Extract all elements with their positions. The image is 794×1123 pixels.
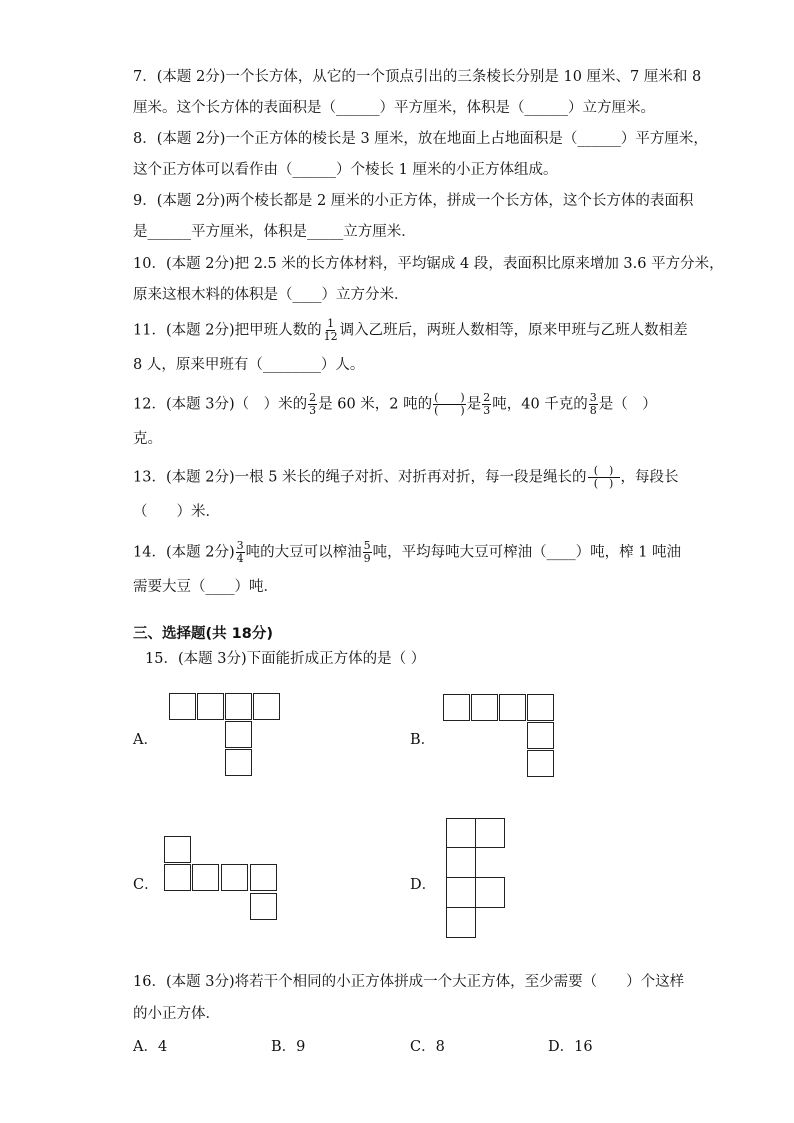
q15-option-c-label[interactable]: C． [133, 877, 159, 893]
net-square [446, 877, 476, 908]
net-square [253, 693, 280, 720]
net-square [164, 836, 191, 863]
net-square [446, 847, 476, 878]
net-square [499, 694, 526, 721]
q10-line2: 原来这根木料的体积是（____）立方分米． [133, 287, 409, 303]
q16-option-d[interactable]: D．16 [548, 1039, 593, 1055]
q12-fraction-3: $\frac{2}{3}$ [483, 391, 491, 417]
q13-line1: 13．(本题 2分)一根 5 米长的绳子对折、对折再对折，每一段是绳长的 $\frac{( )}{( )}$ ，每段长 [133, 464, 679, 490]
q15-option-a-label[interactable]: A． [133, 732, 158, 748]
net-square [164, 864, 191, 891]
net-square [225, 749, 252, 776]
q11-pre: 11．(本题 2分)把甲班人数的 [133, 322, 322, 339]
cube-net-b[interactable] [443, 694, 555, 778]
q14-line2: 需要大豆（____）吨． [133, 579, 278, 595]
q15-question: 15．(本题 3分)下面能折成正方体的是（ ） [145, 651, 426, 667]
net-square [192, 864, 219, 891]
q12-fraction-1: $\frac{2}{3}$ [309, 391, 317, 417]
net-square [250, 893, 277, 920]
q9-line2: 是______平方厘米，体积是_____立方厘米． [133, 224, 416, 240]
net-square [443, 694, 470, 721]
q14-line1: 14．(本题 2分) $\frac{3}{4}$ 吨的大豆可以榨油 $\frac{5}{9}$ 吨，平均每吨大豆可榨油（____）吨，榨 1 吨油 [133, 539, 682, 565]
q16-line2: 的小正方体． [133, 1006, 220, 1022]
net-square [446, 907, 476, 938]
q11-line1 [133, 318, 688, 343]
q11-fraction: $\frac{1}{12}$ [323, 317, 338, 343]
q9-line1: 9．(本题 2分)两个棱长都是 2 厘米的小正方体，拼成一个长方体，这个长方体的表面积 [133, 193, 694, 209]
net-square [527, 694, 554, 721]
net-square [250, 864, 277, 891]
net-square [527, 750, 554, 777]
q8-line1: 8．(本题 2分)一个正方体的棱长是 3 厘米，放在地面上占地面积是（______）平方厘米， [133, 131, 708, 147]
q12-line2: 克。 [133, 431, 162, 447]
q16-option-b[interactable]: B．9 [271, 1039, 306, 1055]
net-square [446, 818, 476, 848]
cube-net-a[interactable] [169, 693, 283, 777]
q11-post: 调入乙班后，两班人数相等，原来甲班与乙班人数相差 [339, 322, 688, 339]
q13-fraction-blank: $\frac{( )}{( )}$ [588, 465, 620, 490]
q15-option-d-label[interactable]: D． [410, 877, 437, 893]
q16-option-a[interactable]: A．4 [133, 1039, 168, 1055]
q12-line1: 12．(本题 3分)（ ）米的 $\frac{2}{3}$ 是 60 米，2 吨的 $\frac{( )}{( )}$ 是 $\frac{2}{3}$ 吨，40 千克的 $\frac{3}{8}$ 是（ ） [133, 391, 657, 417]
net-square [527, 722, 554, 749]
net-square [225, 693, 252, 720]
net-square [197, 693, 224, 720]
q7-line2: 厘米。这个长方体的表面积是（______）平方厘米，体积是（______）立方厘米。 [133, 100, 655, 116]
cube-net-d[interactable] [446, 818, 506, 940]
cube-net-c[interactable] [164, 836, 280, 922]
net-square [475, 877, 505, 908]
q12-fraction-4: $\frac{3}{8}$ [589, 391, 597, 417]
net-square [225, 721, 252, 748]
q12-fraction-blank: $\frac{( )}{( )}$ [434, 391, 465, 417]
net-square [169, 693, 196, 720]
net-square [221, 864, 248, 891]
q16-line1: 16．(本题 3分)将若干个相同的小正方体拼成一个大正方体，至少需要（ ）个这样 [133, 974, 685, 990]
q15-option-b-label[interactable]: B． [410, 732, 436, 748]
q16-option-c[interactable]: C．8 [410, 1039, 445, 1055]
q14-fraction-2: $\frac{5}{9}$ [363, 539, 371, 565]
q7-line1: 7．(本题 2分)一个长方体，从它的一个顶点引出的三条棱长分别是 10 厘米、7 厘米和 8 [133, 69, 702, 85]
net-square [471, 694, 498, 721]
q8-line2: 这个正方体可以看作由（______）个棱长 1 厘米的小正方体组成。 [133, 162, 558, 178]
net-square [475, 818, 505, 848]
q10-line1: 10．(本题 2分)把 2.5 米的长方体材料，平均锯成 4 段，表面积比原来增加 3.6 平方分米， [133, 256, 724, 272]
q11-line2: 8 人，原来甲班有（________）人。 [133, 357, 365, 373]
q13-line2: （ ）米． [133, 504, 220, 520]
q14-fraction-1: $\frac{3}{4}$ [236, 539, 244, 565]
section-heading: 三、选择题(共 18分) [133, 626, 273, 642]
